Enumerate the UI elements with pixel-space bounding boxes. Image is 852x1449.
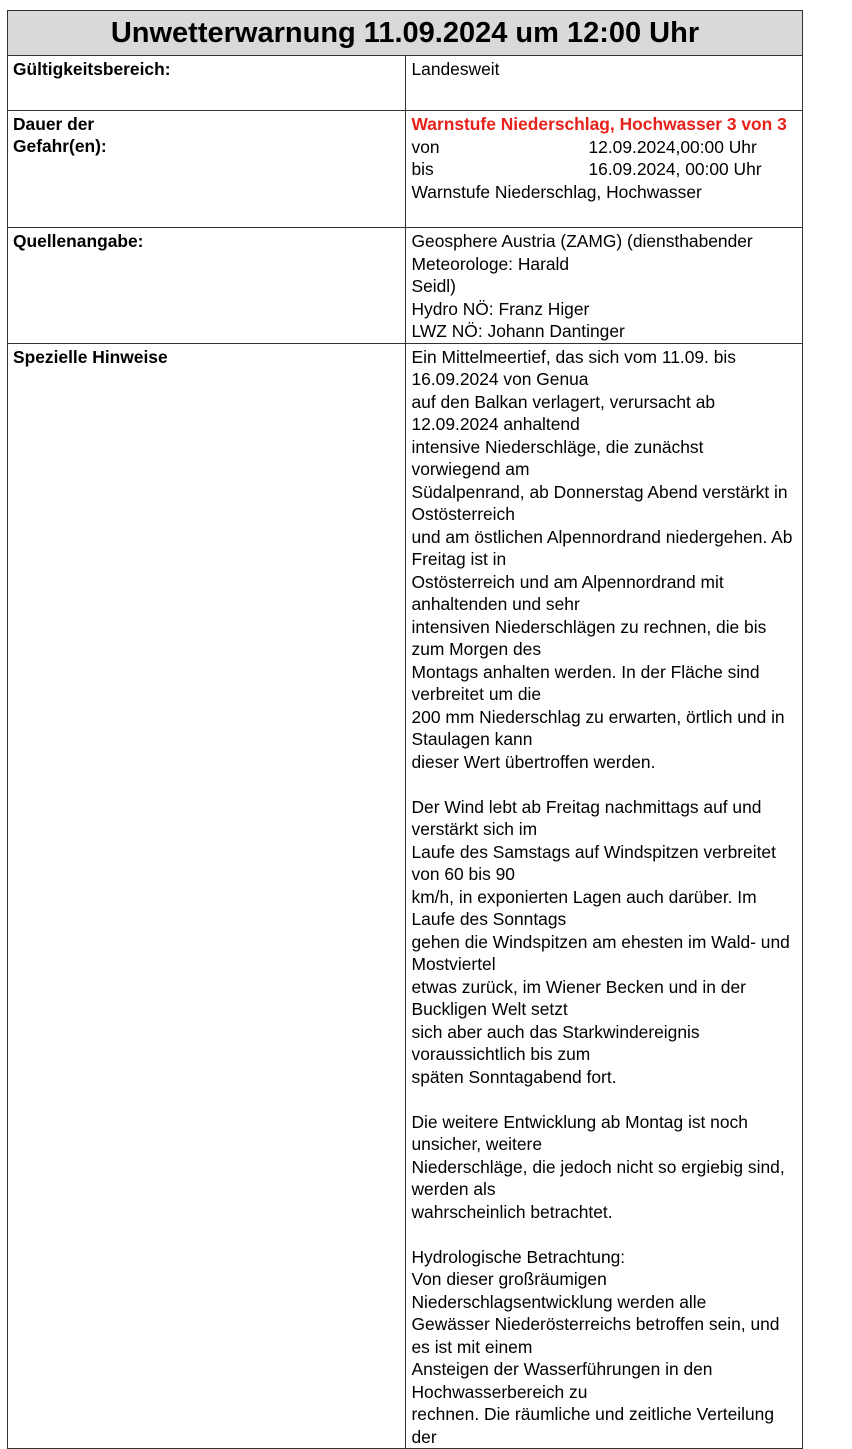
source-line: Geosphere Austria (ZAMG) (diensthabender Meteorologe: Harald <box>411 231 758 274</box>
notes-line: Niederschläge, die jedoch nicht so ergiebig sind, werden als <box>411 1156 790 1199</box>
notes-line: Montags anhalten werden. In der Fläche sind verbreitet um die <box>411 661 765 704</box>
notes-line: Ein Mittelmeertief, das sich vom 11.09. bis 16.09.2024 von Genua <box>411 346 741 389</box>
notes-line: km/h, in exponierten Lagen auch darüber. Im Laufe des Sonntags <box>411 886 762 929</box>
scope-value: Landesweit <box>411 59 500 79</box>
notes-line: Ostösterreich und am Alpennordrand mit anhaltenden und sehr <box>411 571 729 614</box>
notes-paragraph-wind <box>412 796 797 1089</box>
notes-line: intensive Niederschläge, die zunächst vorwiegend am <box>411 436 709 479</box>
notes-content-cell <box>405 343 803 1449</box>
notes-label-cell <box>8 343 406 1449</box>
notes-line: Der Wind lebt ab Freitag nachmittags auf und verstärkt sich im <box>411 796 767 839</box>
notes-line: gehen die Windspitzen am ehesten im Wald- und Mostviertel <box>411 931 795 974</box>
duration-label-line1: Dauer der <box>13 114 95 134</box>
notes-line: Hydrologische Betrachtung: <box>411 1246 626 1267</box>
notes-row <box>8 343 803 1449</box>
notes-line: rechnen. Die räumliche und zeitliche Verteilung der <box>411 1404 779 1447</box>
notes-line: auf den Balkan verlagert, verursacht ab 12.09.2024 anhaltend <box>411 391 720 434</box>
source-line: Seidl) <box>411 276 456 296</box>
source-content-cell <box>405 228 803 344</box>
duration-summary: Warnstufe Niederschlag, Hochwasser <box>411 181 702 202</box>
duration-label-cell <box>8 111 406 228</box>
duration-to-key: bis <box>411 159 434 179</box>
notes-paragraph-weather <box>412 346 797 774</box>
source-label: Quellenangabe: <box>13 231 144 251</box>
notes-paragraph-hydrology <box>412 1246 797 1449</box>
warning-level-heading: Warnstufe Niederschlag, Hochwasser 3 von 3 <box>411 114 787 134</box>
notes-line: Laufe des Samstags auf Windspitzen verbreitet von 60 bis 90 <box>411 841 781 884</box>
notes-line: 200 mm Niederschlag zu erwarten, örtlich und in Staulagen kann <box>411 706 790 749</box>
duration-to-line <box>412 158 797 181</box>
notes-line: dieser Wert übertroffen werden. <box>411 751 656 772</box>
notes-line: etwas zurück, im Wiener Becken und in der Buckligen Welt setzt <box>411 976 751 1019</box>
warning-document-table <box>7 10 803 1449</box>
notes-label: Spezielle Hinweise <box>13 346 168 367</box>
notes-line: Die weitere Entwicklung ab Montag ist noch unsicher, weitere <box>411 1111 753 1154</box>
source-line: LWZ NÖ: Johann Dantinger <box>411 321 625 341</box>
notes-line: Südalpenrand, ab Donnerstag Abend verstärkt in Ostösterreich <box>411 481 793 524</box>
notes-line: späten Sonntagabend fort. <box>411 1066 617 1087</box>
notes-line: wahrscheinlich betrachtet. <box>411 1201 613 1222</box>
notes-line: intensiven Niederschlägen zu rechnen, die bis zum Morgen des <box>411 616 772 659</box>
scope-row <box>8 56 803 111</box>
notes-line: sich aber auch das Starkwindereignis voraussichtlich bis zum <box>411 1021 705 1064</box>
scope-value-cell <box>405 56 803 111</box>
notes-line: Von dieser großräumigen Niederschlagsentwicklung werden alle <box>411 1269 707 1312</box>
notes-line: Ansteigen der Wasserführungen in den Hochwasserbereich zu <box>411 1359 718 1402</box>
notes-line: und am östlichen Alpennordrand niedergehen. Ab Freitag ist in <box>411 526 798 569</box>
duration-from-key: von <box>411 136 440 157</box>
notes-paragraph-outlook <box>412 1111 797 1224</box>
source-row <box>8 228 803 344</box>
source-label-cell <box>8 228 406 344</box>
duration-row <box>8 111 803 228</box>
duration-content-cell <box>405 111 803 228</box>
duration-to-value: 16.09.2024, 00:00 Uhr <box>588 159 762 179</box>
scope-label: Gültigkeitsbereich: <box>13 59 171 79</box>
duration-from-value: 12.09.2024,00:00 Uhr <box>588 136 757 157</box>
source-line: Hydro NÖ: Franz Higer <box>411 298 590 319</box>
document-title: Unwetterwarnung 11.09.2024 um 12:00 Uhr <box>110 17 700 49</box>
title-cell <box>8 11 803 56</box>
duration-from-line <box>412 136 797 159</box>
duration-label-line2: Gefahr(en): <box>13 136 107 156</box>
notes-line: Gewässer Niederösterreichs betroffen sein, und es ist mit einem <box>411 1314 785 1357</box>
scope-label-cell <box>8 56 406 111</box>
